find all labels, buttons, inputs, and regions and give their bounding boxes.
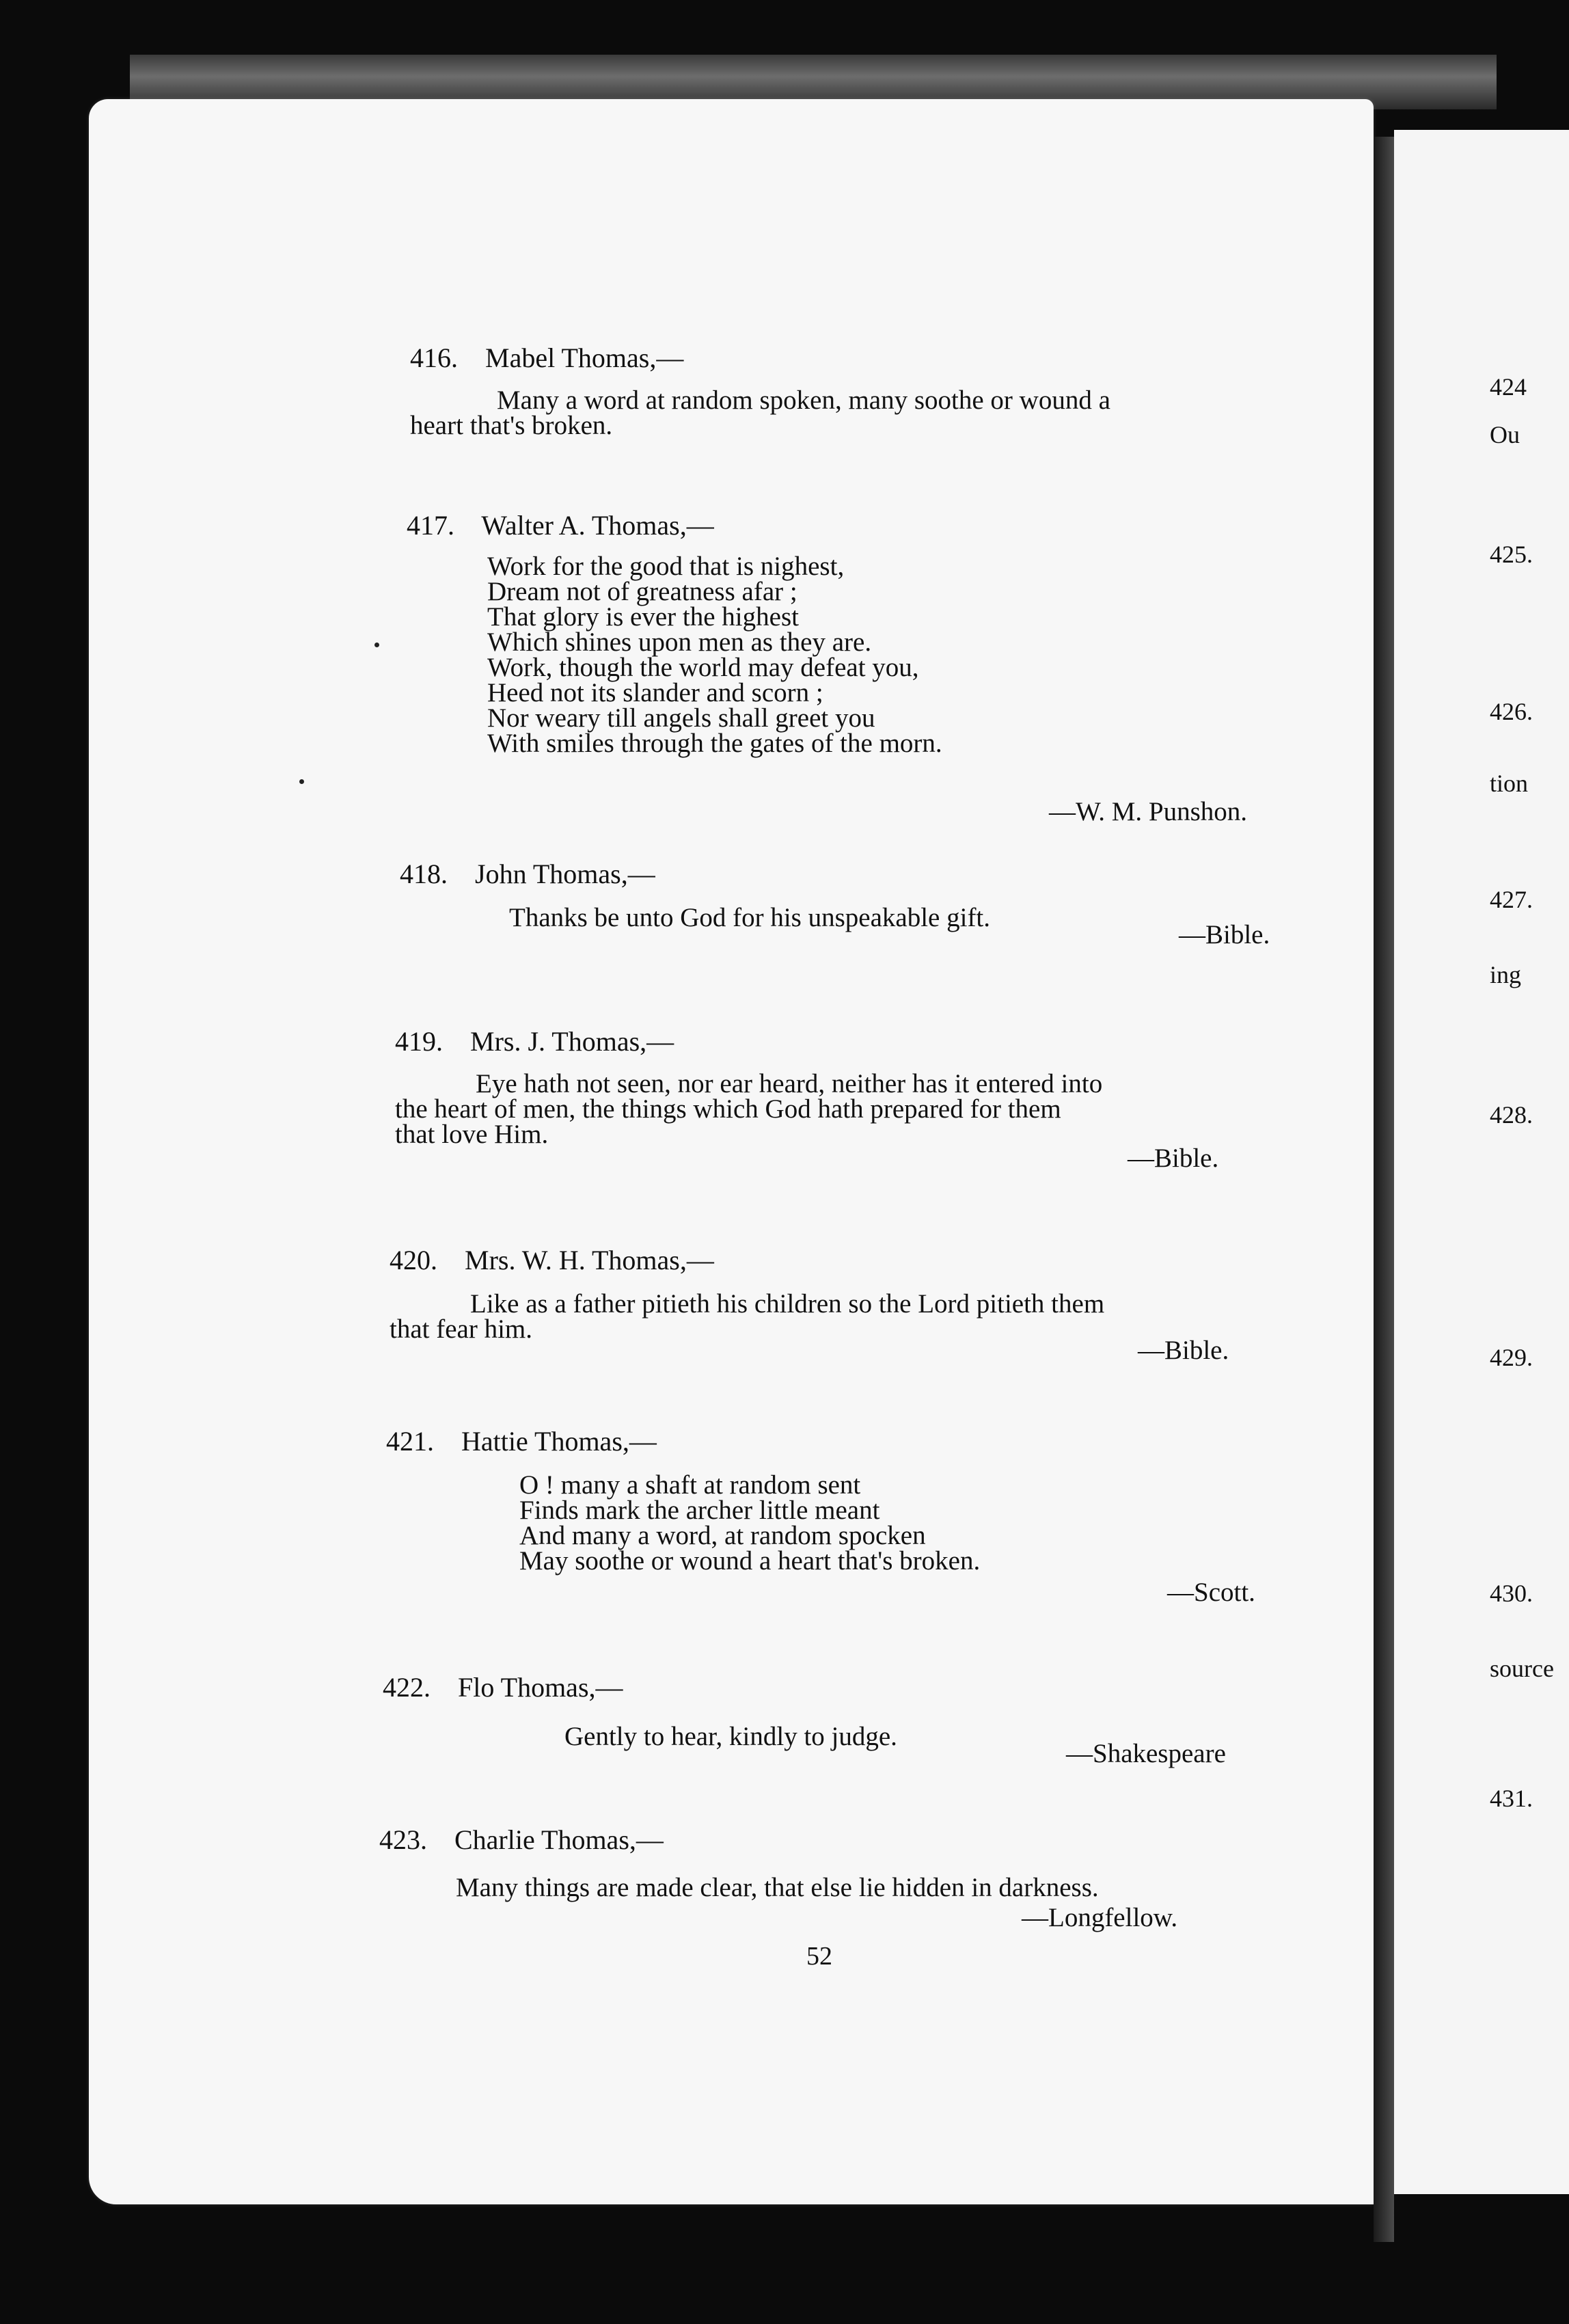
attribution: —W. M. Punshon. <box>1049 797 1248 826</box>
right-page-fragment: ing <box>1490 961 1522 988</box>
right-page-fragment: Ou <box>1490 421 1520 448</box>
entry-number: 420. <box>390 1245 437 1275</box>
entry-heading <box>400 858 990 890</box>
right-page-fragment: 425. <box>1490 541 1533 568</box>
attribution: —Longfellow. <box>1022 1903 1178 1932</box>
page-gutter <box>1374 137 1394 2242</box>
entry-419 <box>395 1025 1102 1147</box>
entry-name: Mrs. W. H. Thomas,— <box>465 1245 714 1275</box>
entry-name: Flo Thomas,— <box>458 1672 623 1703</box>
entry-name: Charlie Thomas,— <box>454 1824 664 1855</box>
quote-line: That glory is ever the highest <box>487 602 799 632</box>
right-page-fragment: 430. <box>1490 1580 1533 1607</box>
entry-421 <box>386 1425 981 1576</box>
entry-418 <box>400 858 990 930</box>
right-page-fragment: 426. <box>1490 698 1533 725</box>
entry-number: 417. <box>407 510 454 541</box>
quote-line: Work, though the world may defeat you, <box>487 653 919 682</box>
right-page-fragment: 427. <box>1490 886 1533 913</box>
entry-number: 419. <box>395 1026 443 1057</box>
quote-line: that fear him. <box>390 1314 532 1344</box>
ink-speck <box>299 779 304 784</box>
right-page-fragment: 431. <box>1490 1785 1533 1812</box>
entry-heading <box>395 1025 1102 1057</box>
entry-heading <box>390 1244 1104 1276</box>
quote-line: the heart of men, the things which God hath prepared for them <box>395 1094 1061 1124</box>
entry-name: John Thomas,— <box>475 859 655 889</box>
quote-line: Heed not its slander and scorn ; <box>487 678 823 707</box>
entry-name: Mabel Thomas,— <box>485 342 684 373</box>
right-page-fragment: 428. <box>1490 1101 1533 1129</box>
entry-name: Hattie Thomas,— <box>461 1426 657 1457</box>
entry-name: Walter A. Thomas,— <box>481 510 714 541</box>
entry-heading <box>379 1824 1099 1856</box>
attribution: —Bible. <box>1179 920 1270 949</box>
quote-line: Dream not of greatness afar ; <box>487 577 797 606</box>
quote-line: Like as a father pitieth his children so the Lord pitieth them <box>470 1289 1105 1319</box>
attribution: —Scott. <box>1167 1578 1255 1607</box>
quote-line: And many a word, at random spocken <box>519 1521 926 1550</box>
entry-heading <box>386 1425 980 1457</box>
right-page-fragment: tion <box>1490 770 1529 797</box>
entry-number: 421. <box>386 1426 434 1457</box>
quote-line: Finds mark the archer little meant <box>519 1496 880 1525</box>
quote-line: heart that's broken. <box>410 411 613 440</box>
quote-line: that love Him. <box>395 1120 549 1149</box>
right-page-fragment: source <box>1490 1655 1554 1682</box>
entry-number: 423. <box>379 1824 427 1855</box>
entry-420 <box>390 1244 1104 1342</box>
quote-line: Which shines upon men as they are. <box>487 627 872 657</box>
attribution: —Shakespeare <box>1066 1739 1226 1768</box>
attribution: —Bible. <box>1128 1144 1219 1173</box>
entry-heading <box>383 1671 897 1703</box>
quote-line: Many a word at random spoken, many soothe or wound a <box>497 386 1110 415</box>
page-number: 52 <box>806 1942 832 1971</box>
entry-417 <box>407 509 942 756</box>
right-page-fragment: 429. <box>1490 1344 1533 1371</box>
entry-number: 422. <box>383 1672 431 1703</box>
ink-speck <box>374 643 379 647</box>
entry-423 <box>379 1824 1099 1900</box>
quote-line: O ! many a shaft at random sent <box>519 1470 861 1500</box>
quote-line: Thanks be unto God for his unspeakable gift. <box>509 903 991 932</box>
quote-line: Nor weary till angels shall greet you <box>487 703 875 733</box>
quote-line: Gently to hear, kindly to judge. <box>564 1722 897 1751</box>
right-page-fragment: 424 <box>1490 373 1527 401</box>
entry-heading <box>407 509 942 541</box>
quote-line: With smiles through the gates of the morn. <box>487 729 942 758</box>
entry-416 <box>410 342 1110 438</box>
entry-heading <box>410 342 1110 374</box>
quote-line: May soothe or wound a heart that's broken. <box>519 1546 981 1576</box>
entry-number: 418. <box>400 859 448 889</box>
page-right-partial <box>1394 130 1569 2194</box>
entry-number: 416. <box>410 342 458 373</box>
attribution: —Bible. <box>1138 1336 1229 1365</box>
entry-name: Mrs. J. Thomas,— <box>470 1026 674 1057</box>
quote-line: Work for the good that is nighest, <box>487 552 845 581</box>
entry-422 <box>383 1671 897 1749</box>
quote-line: Eye hath not seen, nor ear heard, neither has it entered into <box>476 1069 1103 1098</box>
quote-line: Many things are made clear, that else lie hidden in darkness. <box>456 1873 1099 1902</box>
